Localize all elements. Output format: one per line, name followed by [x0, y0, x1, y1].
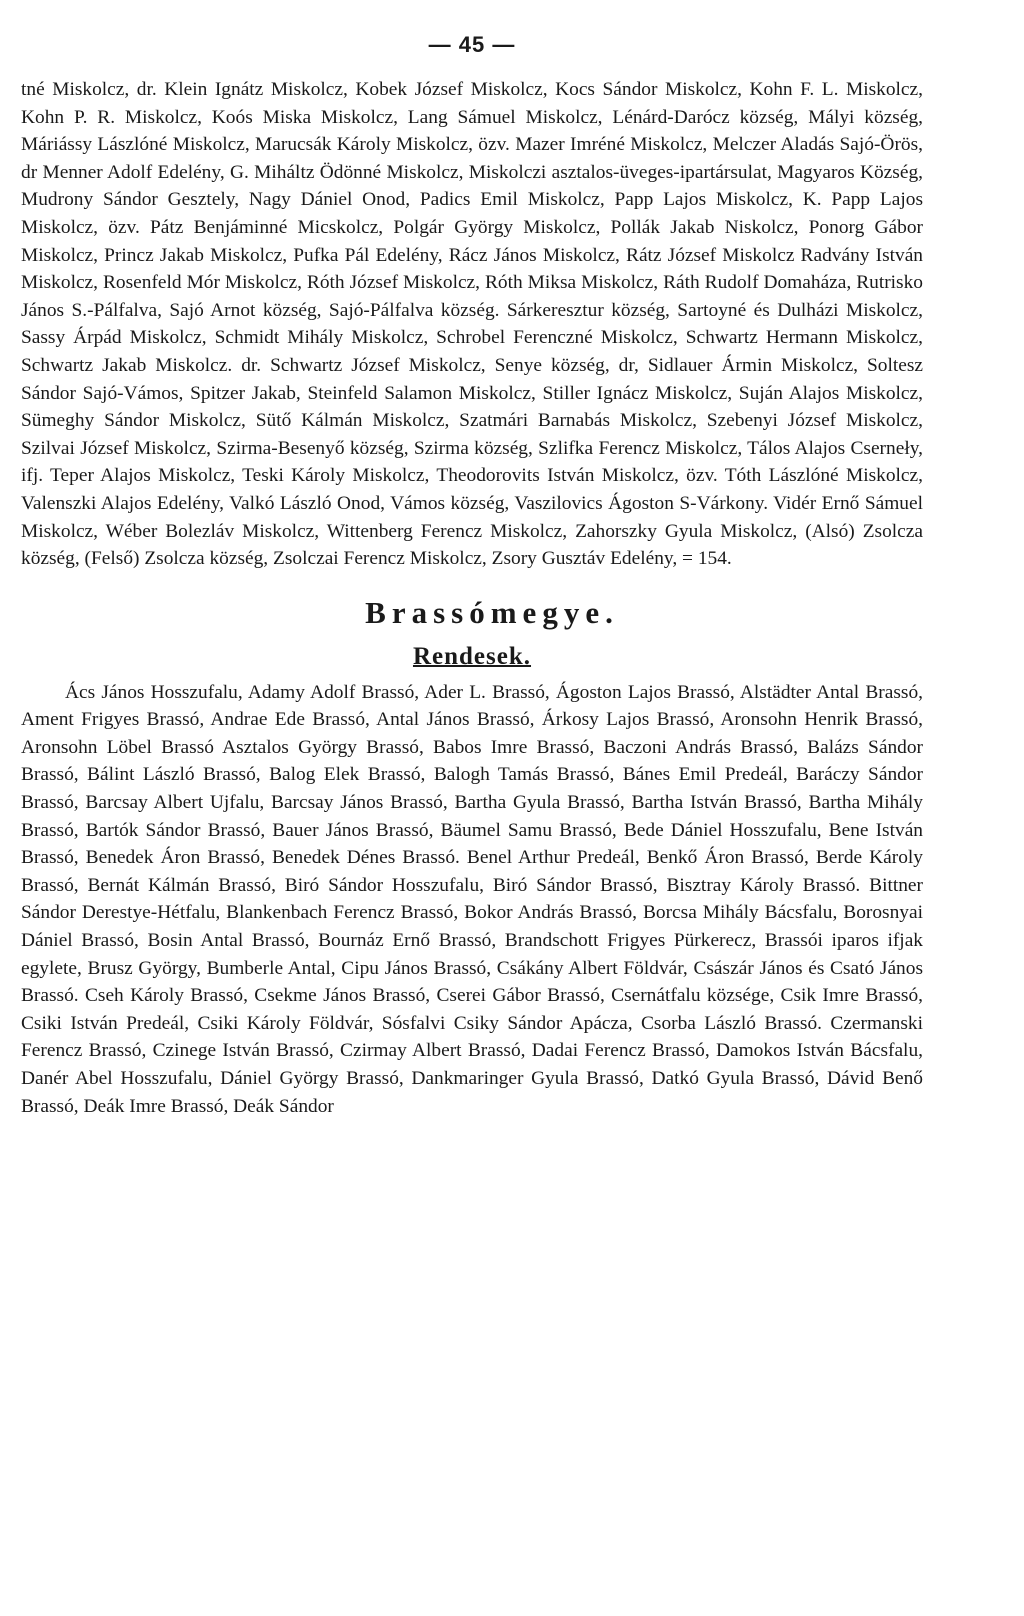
top-paragraph: tné Miskolcz, dr. Klein Ignátz Miskolcz, Kobek József Miskolcz, Kocs Sándor Miskolcz, Kohn F. L. Miskolcz, Kohn P. R. Miskolcz, Koós Miska Miskolcz, Lang Sámuel Miskolcz, Lénárd-Darócz község, Mályi község, Máriássy Lászlóné Miskolcz, Marucsák Károly Miskolcz, özv. Mazer Imréné Miskolcz, Melczer Aladás Sajó-Örös, dr Menner Adolf Edelény, G. Miháltz Ödönné Miskolcz, Miskolczi asztalos-üveges-ipartársulat, Magyaros Község, Mudrony Sándor Gesztely, Nagy Dániel Onod, Padics Emil Miskolcz, Papp Lajos Miskolcz, K. Papp Lajos Miskolcz, özv. Pátz Benjáminné Micskolcz, Polgár György Miskolcz, Pollák Jakab Niskolcz, Ponorg Gábor Miskolcz, Princz Jakab Miskolcz, Pufka Pál Edelény, Rácz János Miskolcz, Rátz József Miskolcz Radvány István Miskolcz, Rosenfeld Mór Miskolcz, Róth József Miskolcz, Róth Miksa Miskolcz, Ráth Rudolf Domaháza, Rutrisko János S.-Pálfalva, Sajó Arnot község, Sajó-Pálfalva község. Sárkeresztur község, Sartoyné és Dulházi Miskolcz, Sassy Árpád Miskolcz, Schmidt Mihály Miskolcz, Schrobel Ferenczné Miskolcz, Schwartz Hermann Miskolcz, Schwartz Jakab Miskolcz. dr. Schwartz József Miskolcz, Senye község, dr, Sidlauer Ármin Miskolcz, Soltesz Sándor Sajó-Vámos, Spitzer Jakab, Steinfeld Salamon Miskolcz, Stiller Ignácz Miskolcz, Suján Alajos Miskolcz, Sümeghy Sándor Miskolcz, Sütő Kálmán Miskolcz, Szatmári Barnabás Miskolcz, Szebenyi József Miskolcz, Szilvai József Miskolcz, Szirma-Besenyő község, Szirma község, Szlifka Ferencz Miskolcz, Tálos Alajos Cserneły, ifj. Teper Alajos Miskolcz, Teski Károly Miskolcz, Theodorovits István Miskolcz, özv. Tóth Lászlóné Miskolcz, Valenszki Alajos Edelény, Valkó László Onod, Vámos község, Vaszilovics Ágoston S-Várkony. Vidér Ernő Sámuel Miskolcz, Wéber Bolezláv Miskolcz, Wittenberg Ferencz Miskolcz, Zahorszky Gyula Miskolcz, (Alsó) Zsolcza község, (Felső) Zsolcza község, Zsolczai Ferencz Miskolcz, Zsory Gusztáv Edelény, = 154.: [21, 79, 923, 570]
document-page: [21, 0, 923, 1120]
page-number: — 45 —: [428, 32, 516, 57]
bottom-paragraph: Ács János Hosszufalu, Adamy Adolf Brassó, Ader L. Brassó, Ágoston Lajos Brassó, Alstädter Antal Brassó, Ament Frigyes Brassó, Andrae Ede Brassó, Antal János Brassó, Árkosy Lajos Brassó, Aronsohn Henrik Brassó, Aronsohn Löbel Brassó Asztalos György Brassó, Babos Imre Brassó, Baczoni András Brassó, Balázs Sándor Brassó, Bálint László Brassó, Balog Elek Brassó, Balogh Tamás Brassó, Bánes Emil Predeál, Baráczy Sándor Brassó, Barcsay Albert Ujfalu, Barcsay János Brassó, Bartha Gyula Brassó, Bartha István Brassó, Bartha Mihály Brassó, Bartók Sándor Brassó, Bauer János Brassó, Bäumel Samu Brassó, Bede Dániel Hosszufalu, Bene István Brassó, Benedek Áron Brassó, Benedek Dénes Brassó. Benel Arthur Predeál, Benkő Áron Brassó, Berde Károly Brassó, Bernát Kálmán Brassó, Biró Sándor Hosszufalu, Biró Sándor Brassó, Bisztray Károly Brassó. Bittner Sándor Derestye-Hétfalu, Blankenbach Ferencz Brassó, Bokor András Brassó, Borcsa Mihály Bácsfalu, Borosnyai Dániel Brassó, Bosin Antal Brassó, Bournáz Ernő Brassó, Brandschott Frigyes Pürkerecz, Brassói iparos ifjak egylete, Brusz György, Bumberle Antal, Cipu János Brassó, Csákány Albert Földvár, Császár János és Csató János Brassó. Cseh Károly Brassó, Csekme János Brassó, Cserei Gábor Brassó, Csernátfalu községe, Csik Imre Brassó, Csiki István Predeál, Csiki Károly Földvár, Sósfalvi Csiky Sándor Apácza, Csorba László Brassó. Czermanski Ferencz Brassó, Czinege István Brassó, Czirmay Albert Brassó, Dadai Ferencz Brassó, Damokos István Bácsfalu, Danér Abel Hosszufalu, Dániel György Brassó, Dankmaringer Gyula Brassó, Datkó Gyula Brassó, Dávid Benő Brassó, Deák Imre Brassó, Deák Sándor: [21, 681, 923, 1117]
section-title: Brassómegye.: [365, 594, 619, 630]
subsection-title: Rendesek.: [412, 642, 532, 670]
